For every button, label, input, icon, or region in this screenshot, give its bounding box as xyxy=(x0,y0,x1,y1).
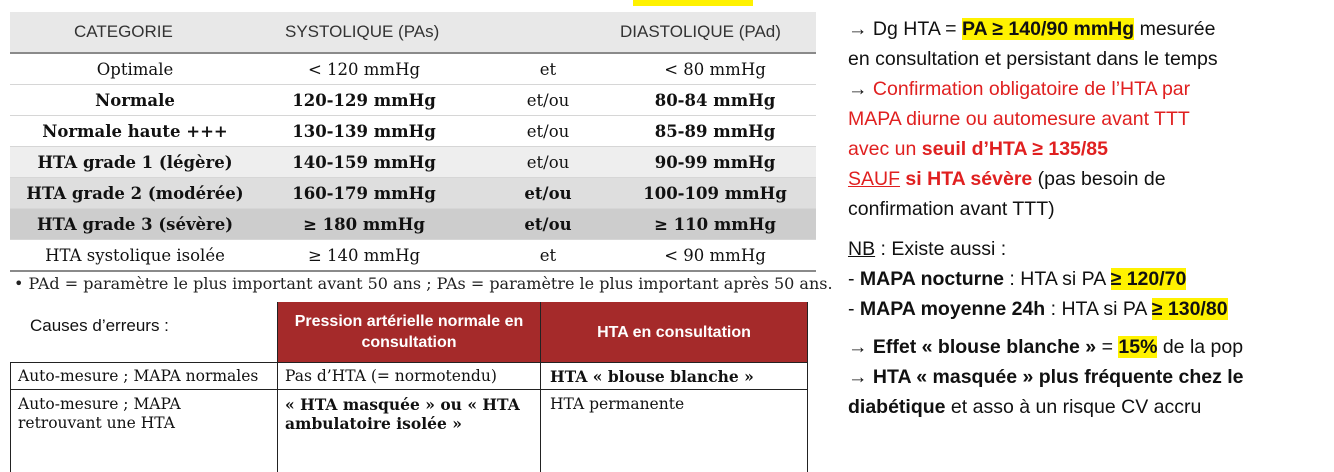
causes-cell: « HTA masquée » ou « HTA xyxy=(285,395,520,414)
note-text: avec un xyxy=(848,138,922,160)
cell-diastolic: ≥ 110 mmHg xyxy=(654,215,776,234)
note-bold: Effet « blouse blanche » xyxy=(872,336,1097,358)
note-line xyxy=(848,294,1328,324)
note-text: et asso à un risque CV accru xyxy=(945,396,1202,418)
arrow-icon: → xyxy=(848,18,868,40)
cell-diastolic: 80-84 mmHg xyxy=(654,91,776,110)
note-line xyxy=(848,74,1328,104)
cell-category: HTA grade 2 (modérée) xyxy=(26,184,244,203)
causes-grid-line xyxy=(807,302,808,472)
table-row xyxy=(10,116,816,147)
causes-title: Causes d’erreurs : xyxy=(30,316,169,335)
note-line: en consultation et persistant dans le temps xyxy=(848,48,1218,70)
header-systolique: SYSTOLIQUE (PAs) xyxy=(285,22,440,41)
note-text: Dg HTA = xyxy=(872,18,962,40)
cell-systolic: 160-179 mmHg xyxy=(292,184,436,203)
causes-cell: ambulatoire isolée » xyxy=(285,414,462,433)
note-bold: seuil d’HTA ≥ 135/85 xyxy=(921,138,1108,160)
note-text: Confirmation obligatoire de l’HTA par xyxy=(872,78,1191,100)
top-highlight-mark xyxy=(633,0,753,6)
causes-cell: retrouvant une HTA xyxy=(18,414,175,432)
causes-cell: Auto-mesure ; MAPA xyxy=(18,395,181,413)
note-text: (pas besoin de xyxy=(1032,168,1166,190)
cell-category: Optimale xyxy=(96,60,174,79)
arrow-icon: → xyxy=(848,336,868,358)
note-text: - xyxy=(848,298,860,320)
cell-category: HTA systolique isolée xyxy=(45,246,225,265)
note-bold: HTA « masquée » plus fréquente chez le xyxy=(872,366,1244,388)
causes-grid-line xyxy=(10,362,807,363)
causes-header-normal: Pression artérielle normale en consultation xyxy=(278,302,540,362)
note-text: : HTA si PA xyxy=(1045,298,1152,320)
note-line xyxy=(848,164,1328,194)
cell-conjunction: et/ou xyxy=(524,215,572,234)
note-line: MAPA diurne ou automesure avant TTT xyxy=(848,108,1190,130)
table-row xyxy=(10,178,816,209)
cell-diastolic: < 90 mmHg xyxy=(664,246,766,265)
causes-grid-line xyxy=(277,302,278,472)
highlight: PA ≥ 140/90 mmHg xyxy=(961,18,1135,40)
cell-diastolic: 100-109 mmHg xyxy=(643,184,787,203)
header-categorie: CATEGORIE xyxy=(74,22,173,41)
bp-table-header xyxy=(10,12,816,54)
cell-systolic: 140-159 mmHg xyxy=(292,153,436,172)
table-row xyxy=(10,85,816,116)
highlight: 15% xyxy=(1118,336,1158,358)
causes-cell: Auto-mesure ; MAPA normales xyxy=(18,367,259,385)
cell-diastolic: 90-99 mmHg xyxy=(654,153,776,172)
causes-cell: HTA « blouse blanche » xyxy=(550,367,754,386)
cell-conjunction: et/ou xyxy=(526,153,570,172)
note-text: de la pop xyxy=(1157,336,1244,358)
cell-category: HTA grade 3 (sévère) xyxy=(36,215,234,234)
cell-systolic: < 120 mmHg xyxy=(307,60,421,79)
note-line xyxy=(848,264,1328,294)
note-underlined: SAUF xyxy=(848,168,901,190)
causes-header-hta: HTA en consultation xyxy=(541,302,807,362)
table-row xyxy=(10,209,816,240)
note-text: = xyxy=(1096,336,1119,358)
cell-diastolic: 85-89 mmHg xyxy=(654,122,776,141)
causes-cell: Pas d’HTA (= normotendu) xyxy=(285,367,497,385)
note-line: confirmation avant TTT) xyxy=(848,198,1055,220)
causes-grid-line xyxy=(10,362,11,472)
cell-category: HTA grade 1 (légère) xyxy=(37,153,233,172)
note-bold: diabétique xyxy=(848,396,946,418)
nb-label: NB xyxy=(848,238,876,260)
note-text: mesurée xyxy=(1134,18,1216,40)
cell-diastolic: < 80 mmHg xyxy=(664,60,766,79)
highlight: ≥ 130/80 xyxy=(1151,298,1228,320)
cell-systolic: ≥ 180 mmHg xyxy=(303,215,425,234)
note-line xyxy=(848,234,1328,264)
note-bold: si HTA sévère xyxy=(900,168,1033,190)
causes-grid-line xyxy=(10,389,807,390)
cell-conjunction: et xyxy=(539,60,557,79)
cell-systolic: ≥ 140 mmHg xyxy=(307,246,421,265)
highlight: ≥ 120/70 xyxy=(1110,268,1187,290)
causes-grid-line xyxy=(540,302,541,472)
note-line xyxy=(848,332,1328,362)
note-line xyxy=(848,392,1328,422)
bp-classification-table xyxy=(10,12,816,272)
cell-conjunction: et/ou xyxy=(526,91,570,110)
note-text: : HTA si PA xyxy=(1004,268,1111,290)
table-row xyxy=(10,147,816,178)
cell-conjunction: et xyxy=(539,246,557,265)
note-line xyxy=(848,14,1328,44)
bp-table-footnote: • PAd = paramètre le plus important avant 50 ans ; PAs = paramètre le plus important après 50 ans. xyxy=(14,274,833,293)
note-bold: MAPA moyenne 24h xyxy=(859,298,1046,320)
table-row xyxy=(10,240,816,272)
cell-systolic: 120-129 mmHg xyxy=(292,91,436,110)
notes-panel xyxy=(848,14,1328,422)
cell-conjunction: et/ou xyxy=(524,184,572,203)
note-text: - xyxy=(848,268,860,290)
cell-systolic: 130-139 mmHg xyxy=(292,122,436,141)
header-diastolique: DIASTOLIQUE (PAd) xyxy=(620,22,781,41)
table-row xyxy=(10,54,816,85)
note-bold: MAPA nocturne xyxy=(859,268,1005,290)
cell-category: Normale xyxy=(95,91,175,110)
note-text: : Existe aussi : xyxy=(875,238,1007,260)
note-line xyxy=(848,362,1328,392)
cell-category: Normale haute +++ xyxy=(42,122,228,141)
arrow-icon: → xyxy=(848,78,868,100)
note-line xyxy=(848,134,1328,164)
arrow-icon: → xyxy=(848,366,868,388)
causes-cell: HTA permanente xyxy=(550,395,685,413)
cell-conjunction: et/ou xyxy=(526,122,570,141)
